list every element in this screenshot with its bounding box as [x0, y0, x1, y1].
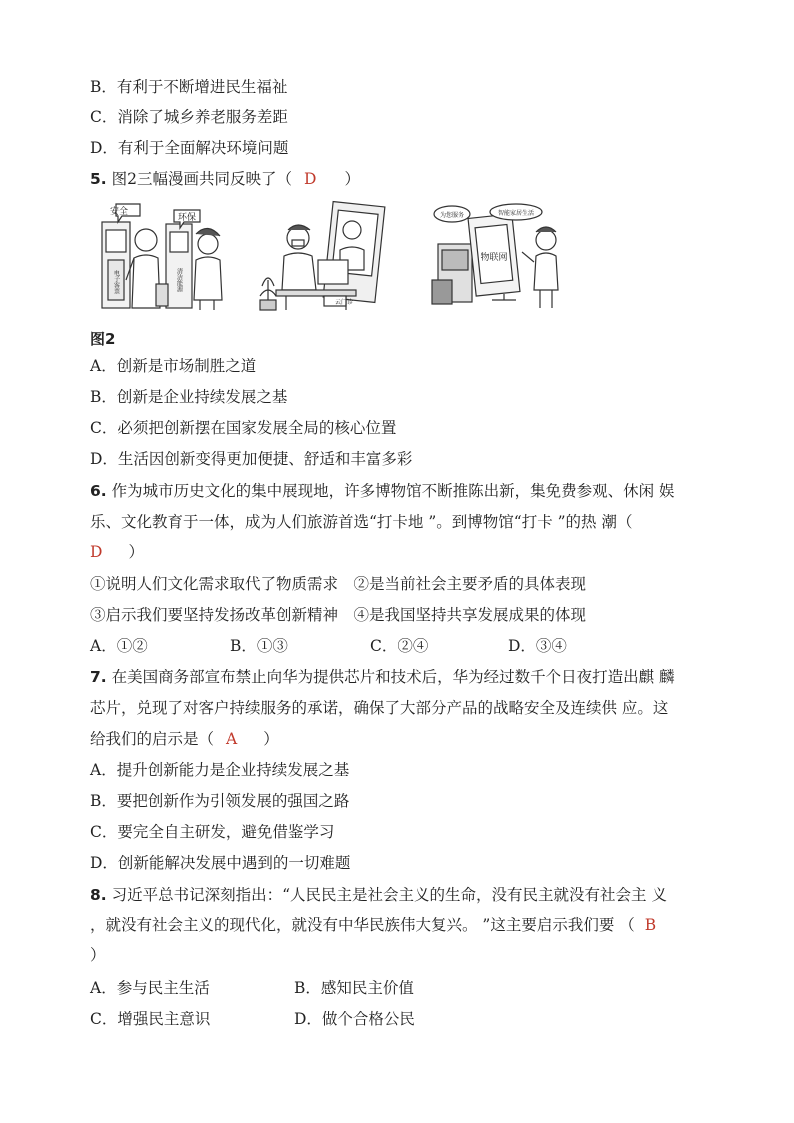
q8-stem-text-1: 习近平总书记深刻指出：“人民民主是社会主义的生命，没有民主就没有社会主 义: [111, 886, 667, 904]
cartoon-1: [102, 204, 222, 310]
q5-stem-close: ）: [344, 170, 360, 188]
cartoon-3-label-b: 智能家居生活: [497, 210, 535, 217]
q7-option-d: D．创新能解决发展中遇到的一切难题: [90, 854, 351, 872]
q6-answer-line: [90, 542, 144, 562]
q5-option-a: A．创新是市场制胜之道: [90, 357, 257, 375]
q5-option-b: B．创新是企业持续发展之基: [90, 388, 288, 406]
q6-option-c: C．②④: [370, 637, 429, 655]
q7-option-a: A．提升创新能力是企业持续发展之基: [90, 761, 350, 779]
cartoon-1-label-a: 安全: [109, 207, 129, 217]
q4-option-d: D．有利于全面解决环境问题: [90, 139, 289, 157]
q7-stem-line3: [90, 729, 279, 749]
q8-options-row2: [90, 1009, 415, 1029]
figure-caption: 图2: [90, 330, 116, 348]
q8-option-d: D．做个合格公民: [294, 1010, 415, 1028]
q4-option-c: C．消除了城乡养老服务差距: [90, 108, 288, 126]
q5-stem-text: 图2三幅漫画共同反映了（: [111, 170, 292, 188]
q5-number: 5.: [90, 170, 107, 188]
q8-option-b: B．感知民主价值: [294, 979, 414, 997]
q4-option-b: B．有利于不断增进民生福祉: [90, 78, 288, 96]
q8-option-c: C．增强民主意识: [90, 1010, 211, 1028]
q7-stem-text-1: 在美国商务部宣布禁止向华为提供芯片和技术后，华为经过数千个日夜打造出麒 麟: [111, 668, 675, 686]
q6-option-a: A．①②: [90, 637, 148, 655]
q7-number: 7.: [90, 668, 107, 686]
q6-number: 6.: [90, 482, 107, 500]
q5-stem: [90, 169, 360, 189]
q5-answer: D: [304, 170, 317, 188]
q8-answer: B: [644, 916, 657, 934]
q7-stem-line1: [90, 667, 675, 687]
q7-stem-line2: 芯片，兑现了对客户持续服务的承诺，确保了大部分产品的战略安全及连续供 应。这: [90, 699, 669, 717]
q8-stem-text-2: ，就没有社会主义的现代化，就没有中华民族伟大复兴。 ”这主要启示我们要 （: [90, 916, 635, 934]
cartoon-2-label: 云门诊: [335, 299, 354, 306]
q6-stem-text-1: 作为城市历史文化的集中展现地，许多博物馆不断推陈出新，集免费参观、休闲 娱: [111, 482, 675, 500]
q8-option-a: A．参与民主生活: [90, 979, 210, 997]
q6-option-b: B．①③: [230, 637, 288, 655]
q5-option-c: C．必须把创新摆在国家发展全局的核心位置: [90, 419, 397, 437]
cartoon-3-label-a: 为您服务: [439, 212, 465, 219]
q8-stem-close: ）: [90, 946, 106, 964]
q7-option-b: B．要把创新作为引领发展的强国之路: [90, 792, 350, 810]
q7-answer: A: [226, 730, 238, 748]
q6-statements-2: ③启示我们要坚持发扬改革创新精神 ④是我国坚持共享发展成果的体现: [90, 606, 587, 624]
q6-stem-close: ）: [128, 543, 144, 561]
q7-stem-text-3: 给我们的启示是（: [90, 730, 215, 748]
cartoon-2: [260, 202, 385, 310]
q8-stem-line1: [90, 885, 667, 905]
cartoon-1-label-d: 清洁能源: [175, 268, 183, 292]
q8-stem-line2: [90, 915, 656, 935]
q6-stem-line1: [90, 481, 675, 501]
cartoon-1-label-c: 电子客票: [112, 270, 120, 294]
q7-stem-close: ）: [263, 730, 279, 748]
cartoon-3-label-c: 物联网: [480, 253, 508, 263]
q8-number: 8.: [90, 886, 107, 904]
cartoon-figure: [96, 200, 566, 312]
q7-option-c: C．要完全自主研发，避免借鉴学习: [90, 823, 335, 841]
q6-stem-line2: 乐、文化教育于一体，成为人们旅游首选“打卡地 ”。到博物馆“打卡 ”的热 潮（: [90, 513, 633, 531]
q6-option-d: D．③④: [508, 637, 567, 655]
q6-answer: D: [90, 543, 103, 561]
cartoon-1-label-b: 环保: [177, 213, 197, 223]
q6-statements-1: ①说明人们文化需求取代了物质需求 ②是当前社会主要矛盾的具体表现: [90, 575, 587, 593]
q6-options: [90, 636, 567, 656]
q8-options-row1: [90, 978, 414, 998]
q5-option-d: D．生活因创新变得更加便捷、舒适和丰富多彩: [90, 450, 413, 468]
